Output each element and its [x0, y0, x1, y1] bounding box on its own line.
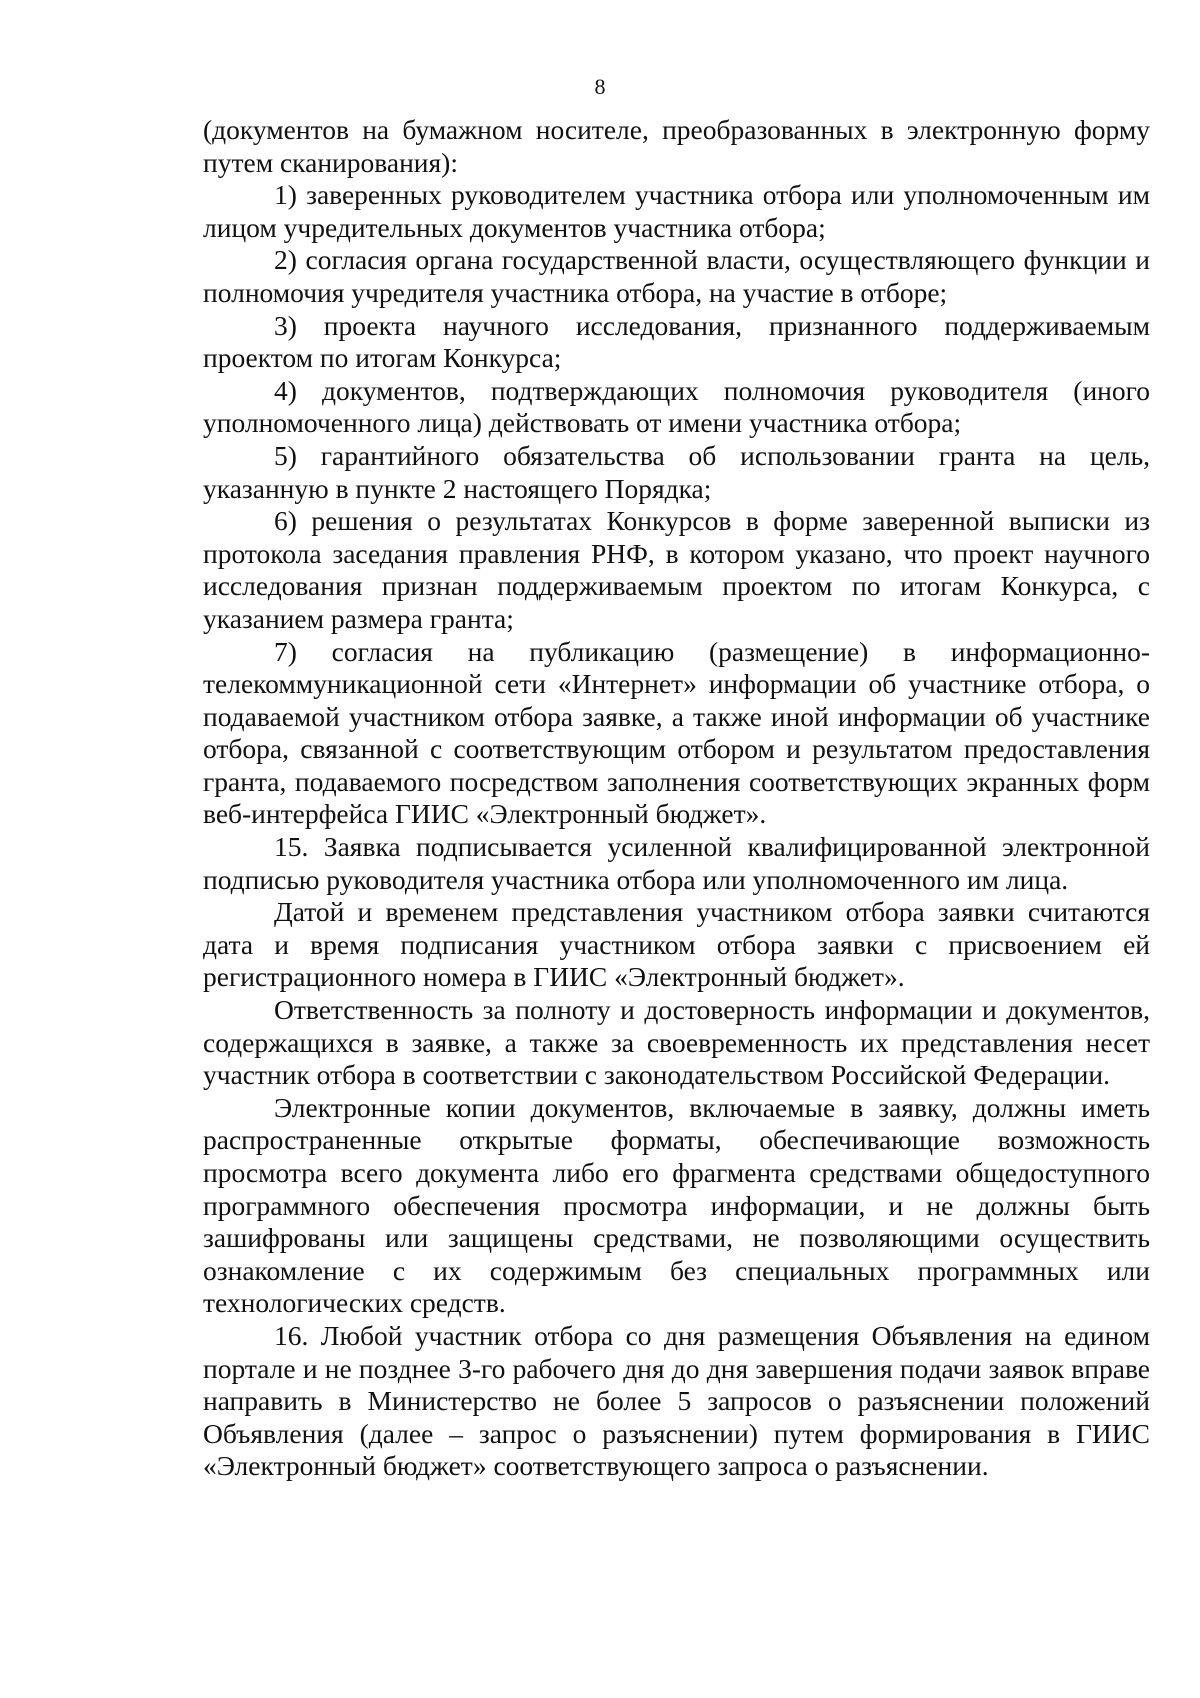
paragraph-submission-date: Датой и временем представления участником отбора заявки считаются дата и время подписания участником отбора заявки с присвоением ей регистрационного номера в ГИИС «Электронный бюджет».	[203, 896, 1150, 993]
paragraph-item-6: 6) решения о результатах Конкурсов в форме заверенной выписки из протокола заседания правления РНФ, в котором указано, что проект научного исследования признан поддерживаемым проектом по итогам Конкурса, с указанием размера гранта;	[203, 505, 1150, 634]
paragraph-item-2: 2) согласия органа государственной власти, осуществляющего функции и полномочия учредителя участника отбора, на участие в отборе;	[203, 244, 1150, 308]
paragraph-section-15: 15. Заявка подписывается усиленной квалифицированной электронной подписью руководителя участника отбора или уполномоченного им лица.	[203, 831, 1150, 895]
paragraph-section-16: 16. Любой участник отбора со дня размещения Объявления на едином портале и не позднее 3-го рабочего дня до дня завершения подачи заявок вправе направить в Министерство не более 5 запросов о разъяснении положений Объявления (далее – запрос о разъяснении) путем формирования в ГИИС «Электронный бюджет» соответствующего запроса о разъяснении.	[203, 1319, 1150, 1482]
page-number: 8	[594, 74, 606, 99]
paragraph-documents-intro: (документов на бумажном носителе, преобразованных в электронную форму путем сканирования):	[203, 114, 1150, 178]
paragraph-item-3: 3) проекта научного исследования, признанного поддерживаемым проектом по итогам Конкурса;	[203, 309, 1150, 374]
paragraph-item-1: 1) заверенных руководителем участника отбора или уполномоченным им лицом учредительных документов участника отбора;	[203, 179, 1150, 243]
document-body	[203, 114, 1150, 1483]
paragraph-item-7: 7) согласия на публикацию (размещение) в информационно-телекоммуникационной сети «Интернет» информации об участнике отбора, о подаваемой участником отбора заявке, а также иной информации об участнике отбора, связанной с соответствующим отбором и результатом предоставления гранта, подаваемого посредством заполнения соответствующих экранных форм веб-интерфейса ГИИС «Электронный бюджет».	[203, 635, 1150, 830]
paragraph-item-4: 4) документов, подтверждающих полномочия руководителя (иного уполномоченного лица) действовать от имени участника отбора;	[203, 374, 1150, 439]
paragraph-electronic-copies: Электронные копии документов, включаемые в заявку, должны иметь распространенные открытые форматы, обеспечивающие возможность просмотра всего документа либо его фрагмента средствами общедоступного программного обеспечения просмотра информации, и не должны быть зашифрованы или защищены средствами, не позволяющими осуществить ознакомление с их содержимым без специальных программных или технологических средств.	[203, 1091, 1150, 1319]
paragraph-item-5: 5) гарантийного обязательства об использовании гранта на цель, указанную в пункте 2 настоящего Порядка;	[203, 439, 1150, 504]
paragraph-responsibility: Ответственность за полноту и достоверность информации и документов, содержащихся в заявке, а также за своевременность их представления несет участник отбора в соответствии с законодательством Российской Федерации.	[203, 994, 1150, 1091]
